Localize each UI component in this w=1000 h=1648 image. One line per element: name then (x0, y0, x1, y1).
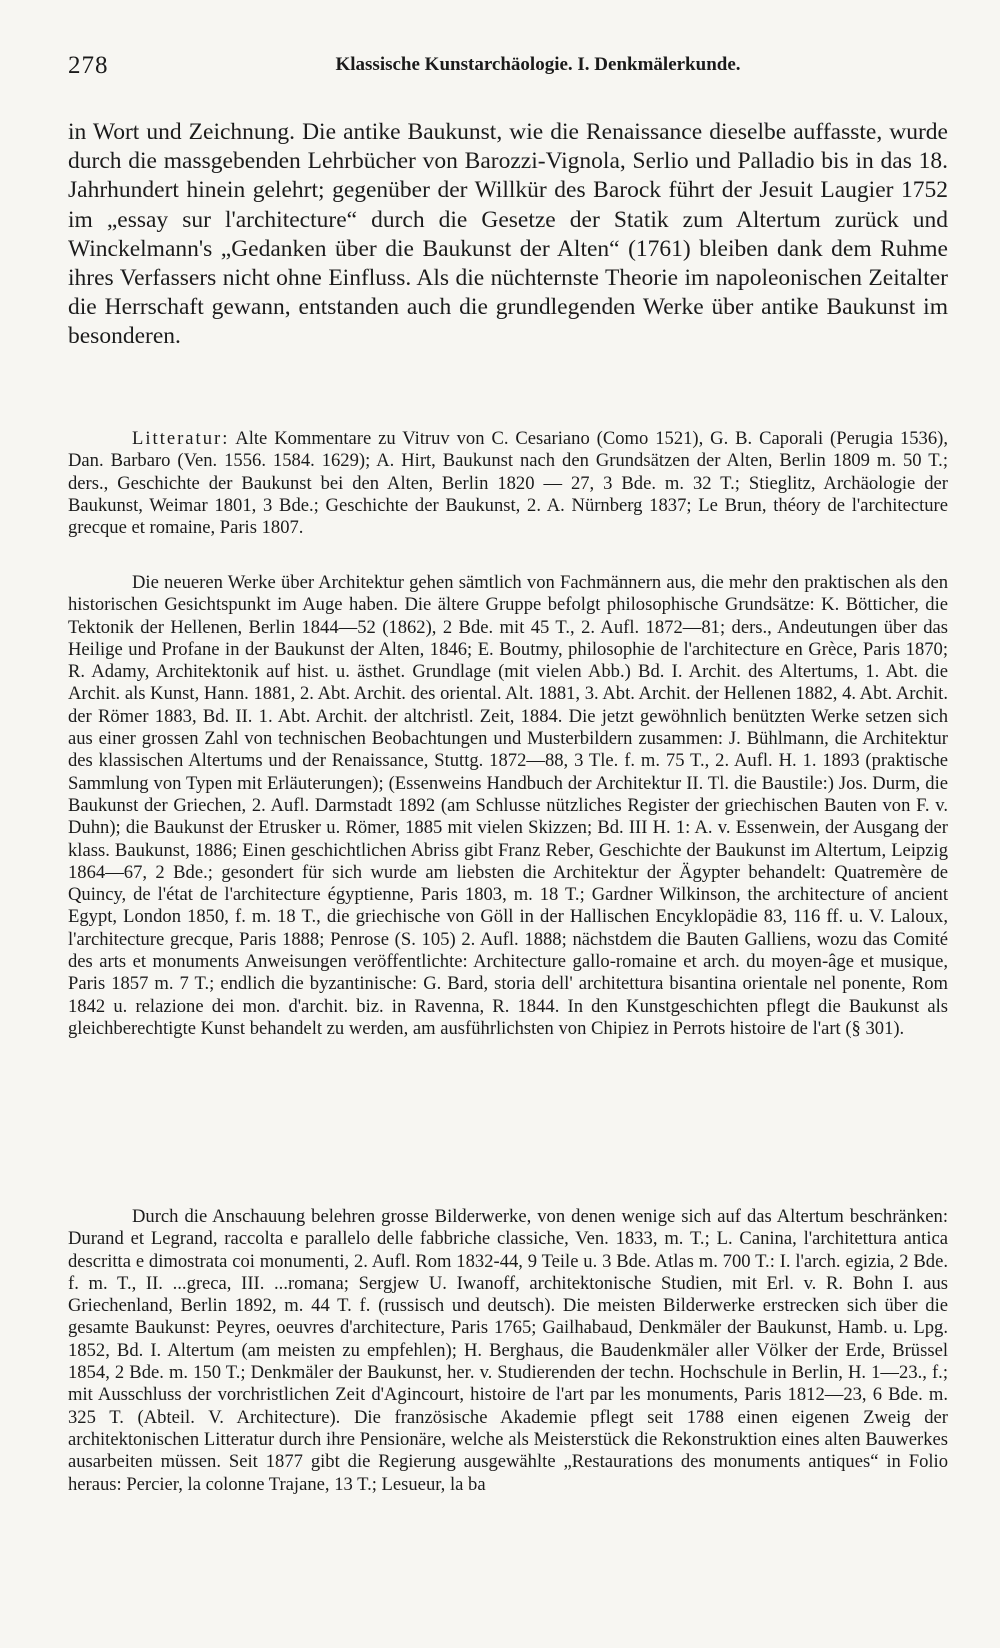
running-head: Klassische Kunstarchäologie. I. Denkmälerkunde. (335, 54, 741, 75)
intro-text: in Wort und Zeichnung. Die antike Baukunst, wie die Renaissance dieselbe auffasste, wurde durch die massgebenden Lehrbücher von Barozzi-Vignola, Serlio und Palladio bis in das 18. Jahrhundert hinein gelehrt; gegenüber der Willkür des Barock führt der Jesuit Laugier 1752 im „essay sur l'architecture“ durch die Gesetze der Statik zum Altertum zurück und Winckelmann's „Gedanken über die Baukunst der Alten“ (1761) bleiben dank dem Ruhme ihres Verfassers nicht ohne Einfluss. Als die nüchternste Theorie im napoleonischen Zeitalter die Herrschaft gewann, entstanden auch die grundlegenden Werke über antike Baukunst im besonderen. (68, 119, 948, 350)
neuere-werke-text: Die neueren Werke über Architektur gehen sämtlich von Fachmännern aus, die mehr den praktischen als den historischen Gesichtspunkt im Auge haben. Die ältere Gruppe befolgt philosophische Grundsätze: K. Bötticher, die Tektonik der Hellenen, Berlin 1844—52 (1862), 2 Bde. mit 45 T., 2. Aufl. 1872—81; ders., Andeutungen über das Heilige und Profane in der Baukunst der Alten, 1846; E. Boutmy, philosophie de l'architecture en Grèce, Paris 1870; R. Adamy, Architektonik auf hist. u. ästhet. Grundlage (mit vielen Abb.) Bd. I. Archit. des Altertums, 1. Abt. die Archit. als Kunst, Hann. 1881, 2. Abt. Archit. des oriental. Alt. 1881, 3. Abt. Archit. der Hellenen 1882, 4. Abt. Archit. der Römer 1883, Bd. II. 1. Abt. Archit. der altchristl. Zeit, 1884. Die jetzt gewöhnlich benützten Werke setzen sich aus einer grossen Zahl von technischen Beobachtungen und Musterbildern zusammen: J. Bühlmann, die Architektur des klassischen Altertums und der Renaissance, Stuttg. 1872—88, 3 Tle. f. m. 75 T., 2. Aufl. H. 1. 1893 (praktische Sammlung von Typen mit Erläuterungen); (Essenweins Handbuch der Architektur II. Tl. die Baustile:) Jos. Durm, die Baukunst der Griechen, 2. Aufl. Darmstadt 1892 (am Schlusse nützliches Register der griechischen Bauten von F. v. Duhn); die Baukunst der Etrusker u. Römer, 1885 mit vielen Skizzen; Bd. III H. 1: A. v. Essenwein, der Ausgang der klass. Baukunst, 1886; Einen geschichtlichen Abriss gibt Franz Reber, Geschichte der Baukunst im Altertum, Leipzig 1864—67, 2 Bde.; gesondert für sich wurde am liebsten die Architektur der Ägypter behandelt: Quatremère de Quincy, de l'état de l'architecture égyptienne, Paris 1803, m. 18 T.; Gardner Wilkinson, the architecture of ancient Egypt, London 1850, f. m. 18 T., die griechische von Göll in der Hallischen Encyklopädie 83, 116 ff. u. V. Laloux, l'architecture grecque, Paris 1888; Penrose (S. 105) 2. Aufl. 1888; nächstdem die Bauten Galliens, wozu das Comité des arts et monuments Anweisungen veröffentlichte: Architecture gallo-romaine et arch. du moyen-âge et musique, Paris 1857 m. 7 T.; endlich die byzantinische: G. Bard, storia dell' architettura bisantina orientale nel ponente, Rom 1842 u. relazione dei mon. d'archit. biz. in Ravenna, R. 1844. In den Kunstgeschichten pflegt die Baukunst als gleichberechtigte Kunst behandelt zu werden, am ausführlichsten von Chipiez in Perrots histoire de l'art (§ 301). (68, 572, 948, 1039)
litteratur-text: Alte Kommentare zu Vitruv von C. Cesariano (Como 1521), G. B. Caporali (Perugia 1536), Dan. Barbaro (Ven. 1556. 1584. 1629); A. Hirt, Baukunst nach den Grundsätzen der Alten, Berlin 1809 m. 50 T.; ders., Geschichte der Baukunst bei den Alten, Berlin 1820 — 27, 3 Bde. m. 32 T.; Stieglitz, Archäologie der Baukunst, Weimar 1801, 3 Bde.; Geschichte der Baukunst, 2. A. Nürnberg 1837; Le Brun, théory de l'architecture grecque et romaine, Paris 1807. (68, 428, 948, 539)
page-header (68, 52, 948, 88)
bilderwerke-text: Durch die Anschauung belehren grosse Bilderwerke, von denen wenige sich auf das Altertum beschränken: Durand et Legrand, raccolta e parallelo delle fabbriche classiche, Ven. 1833, m. T.; L. Canina, l'architettura antica descritta e dimostrata coi monumenti, 2. Aufl. Rom 1832-44, 9 Teile u. 3 Bde. Atlas m. 700 T.: I. l'arch. egizia, 2 Bde. f. m. T., II. ...greca, III. ...romana; Sergjew U. Iwanoff, architektonische Studien, mit Erl. v. R. Bohn I. aus Griechenland, Berlin 1892, m. 44 T. f. (russisch und deutsch). Die meisten Bilderwerke erstrecken sich über die gesamte Baukunst: Peyres, oeuvres d'architecture, Paris 1765; Gailhabaud, Denkmäler der Baukunst, Hamb. u. Lpg. 1852, Bd. I. Altertum (am meisten zu empfehlen); H. Berghaus, die Baudenkmäler aller Völker der Erde, Brüssel 1854, 2 Bde. m. 150 T.; Denkmäler der Baukunst, her. v. Studierenden der techn. Hochschule in Berlin, H. 1—23., f.; mit Ausschluss der vorchristlichen Zeit d'Agincourt, histoire de l'art par les monuments, Paris 1812—23, 6 Bde. m. 325 T. (Abteil. V. Architecture). Die französische Akademie pflegt seit 1788 einen eigenen Zweig der architektonischen Litteratur durch ihre Pensionäre, welche als Meisterstück die Rekonstruktion eines alten Bauwerkes ausarbeiten müssen. Seit 1877 gibt die Regierung ausgewählte „Restaurations des monuments antiques“ in Folio heraus: Percier, la colonne Trajane, 13 T.; Lesueur, la ba (68, 1206, 948, 1495)
litteratur-label: Litteratur: (132, 428, 230, 449)
page-number: 278 (68, 52, 109, 79)
bilderwerke-paragraph (68, 1206, 948, 1496)
intro-paragraph (68, 118, 948, 352)
litteratur-paragraph (68, 428, 948, 539)
neuere-werke-paragraph (68, 572, 948, 1040)
